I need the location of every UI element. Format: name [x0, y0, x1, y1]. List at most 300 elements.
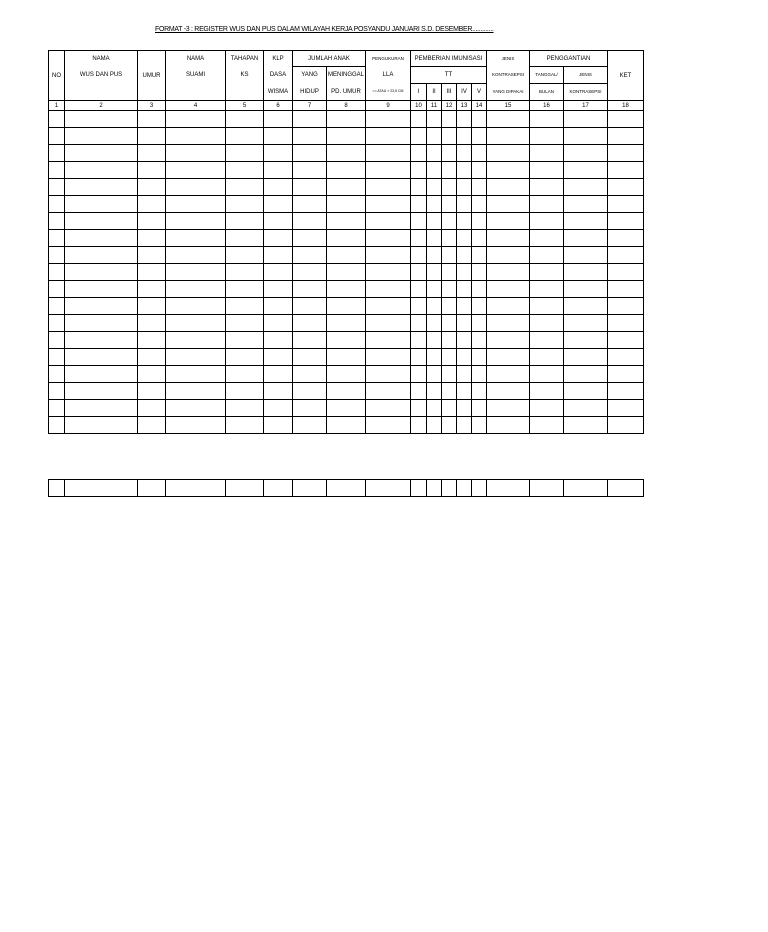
table-cell — [564, 247, 608, 264]
header-jumlah-anak: JUMLAH ANAK — [293, 51, 366, 67]
table-cell — [487, 128, 530, 145]
table-cell — [442, 417, 457, 434]
register-table — [48, 50, 644, 434]
table-cell — [487, 196, 530, 213]
table-cell — [442, 111, 457, 128]
table-cell — [49, 383, 65, 400]
table-cell — [457, 179, 472, 196]
table-cell — [427, 179, 442, 196]
table-cell — [442, 332, 457, 349]
table-cell — [65, 480, 138, 497]
column-number: 5 — [226, 101, 264, 111]
table-cell — [608, 264, 644, 281]
table-cell — [264, 247, 293, 264]
table-row — [49, 417, 644, 434]
table-cell — [226, 332, 264, 349]
table-cell — [530, 281, 564, 298]
column-number: 14 — [472, 101, 487, 111]
table-cell — [564, 196, 608, 213]
table-cell — [264, 179, 293, 196]
table-cell — [293, 417, 327, 434]
table-cell — [411, 264, 427, 281]
table-cell — [442, 383, 457, 400]
table-cell — [138, 400, 166, 417]
table-cell — [411, 400, 427, 417]
table-cell — [264, 281, 293, 298]
table-cell — [411, 128, 427, 145]
table-cell — [457, 315, 472, 332]
table-cell — [49, 128, 65, 145]
table-cell — [457, 128, 472, 145]
table-cell — [564, 366, 608, 383]
table-cell — [138, 349, 166, 366]
table-cell — [530, 162, 564, 179]
table-cell — [65, 128, 138, 145]
table-cell — [293, 247, 327, 264]
table-cell — [411, 315, 427, 332]
column-number: 2 — [65, 101, 138, 111]
column-number: 18 — [608, 101, 644, 111]
table-cell — [49, 247, 65, 264]
header-wisma: WISMA — [264, 84, 293, 101]
table-cell — [457, 417, 472, 434]
table-cell — [49, 111, 65, 128]
header-klp: KLP — [264, 51, 293, 67]
header-tt: TT — [411, 67, 487, 84]
header-suami-blank — [166, 84, 226, 101]
table-cell — [226, 417, 264, 434]
table-cell — [472, 480, 487, 497]
table-cell — [264, 400, 293, 417]
table-cell — [487, 145, 530, 162]
table-cell — [457, 349, 472, 366]
table-cell — [293, 281, 327, 298]
table-cell — [138, 315, 166, 332]
table-cell — [166, 145, 226, 162]
header-ks-blank — [226, 84, 264, 101]
table-cell — [427, 417, 442, 434]
table-cell — [411, 332, 427, 349]
table-cell — [442, 298, 457, 315]
table-cell — [442, 400, 457, 417]
table-cell — [366, 417, 411, 434]
table-cell — [564, 264, 608, 281]
table-cell — [411, 383, 427, 400]
table-cell — [293, 332, 327, 349]
table-cell — [327, 298, 366, 315]
table-cell — [564, 128, 608, 145]
table-cell — [65, 264, 138, 281]
table-cell — [49, 179, 65, 196]
header-tt-i: I — [411, 84, 427, 101]
table-cell — [427, 315, 442, 332]
table-cell — [411, 281, 427, 298]
table-cell — [608, 349, 644, 366]
table-cell — [427, 366, 442, 383]
table-cell — [327, 383, 366, 400]
header-tanggal: TANGGAL/ — [530, 67, 564, 84]
table-cell — [65, 349, 138, 366]
table-cell — [366, 480, 411, 497]
table-cell — [530, 400, 564, 417]
table-cell — [530, 332, 564, 349]
table-cell — [293, 162, 327, 179]
table-cell — [327, 145, 366, 162]
header-lla: LLA — [366, 67, 411, 84]
table-cell — [427, 383, 442, 400]
table-cell — [442, 366, 457, 383]
table-cell — [487, 281, 530, 298]
table-cell — [487, 383, 530, 400]
table-cell — [472, 349, 487, 366]
table-cell — [49, 264, 65, 281]
table-cell — [65, 417, 138, 434]
table-cell — [487, 315, 530, 332]
table-cell — [411, 417, 427, 434]
header-dasa: DASA — [264, 67, 293, 84]
table-cell — [226, 145, 264, 162]
table-cell — [457, 162, 472, 179]
header-yang: YANG — [293, 67, 327, 84]
table-cell — [166, 111, 226, 128]
table-cell — [427, 480, 442, 497]
table-row — [49, 281, 644, 298]
table-row — [49, 230, 644, 247]
table-cell — [366, 247, 411, 264]
table-cell — [427, 111, 442, 128]
table-cell — [472, 213, 487, 230]
table-cell — [564, 480, 608, 497]
table-cell — [457, 230, 472, 247]
header-ket: KET — [608, 51, 644, 101]
table-cell — [264, 230, 293, 247]
table-cell — [457, 480, 472, 497]
column-number: 8 — [327, 101, 366, 111]
table-cell — [411, 111, 427, 128]
table-cell — [293, 349, 327, 366]
table-cell — [49, 332, 65, 349]
table-cell — [442, 145, 457, 162]
table-cell — [472, 417, 487, 434]
header-yang-dipakai: YANG DIPAKAI — [487, 84, 530, 101]
table-cell — [411, 179, 427, 196]
header-nama-suami: NAMA — [166, 51, 226, 67]
table-cell — [293, 480, 327, 497]
table-cell — [366, 315, 411, 332]
table-cell — [49, 298, 65, 315]
table-row — [49, 247, 644, 264]
table-cell — [608, 247, 644, 264]
table-cell — [564, 162, 608, 179]
table-cell — [608, 162, 644, 179]
table-cell — [530, 179, 564, 196]
table-cell — [366, 179, 411, 196]
table-cell — [608, 332, 644, 349]
table-cell — [427, 196, 442, 213]
table-cell — [138, 128, 166, 145]
header-no: NO — [49, 51, 65, 101]
table-cell — [65, 383, 138, 400]
table-cell — [608, 145, 644, 162]
table-cell — [472, 332, 487, 349]
table-cell — [166, 264, 226, 281]
table-cell — [293, 213, 327, 230]
table-cell — [366, 213, 411, 230]
table-cell — [530, 315, 564, 332]
table-cell — [226, 162, 264, 179]
header-nama-blank — [65, 84, 138, 101]
table-cell — [366, 383, 411, 400]
table-row — [49, 179, 644, 196]
table-row — [49, 213, 644, 230]
table-cell — [427, 281, 442, 298]
table-cell — [442, 281, 457, 298]
table-cell — [166, 281, 226, 298]
table-row — [49, 162, 644, 179]
header-suami: SUAMI — [166, 67, 226, 84]
table-row — [49, 145, 644, 162]
table-cell — [226, 281, 264, 298]
table-cell — [564, 332, 608, 349]
table-cell — [427, 247, 442, 264]
table-cell — [327, 162, 366, 179]
header-tt-iii: III — [442, 84, 457, 101]
table-cell — [293, 383, 327, 400]
table-cell — [264, 417, 293, 434]
table-cell — [327, 230, 366, 247]
table-cell — [327, 281, 366, 298]
table-row — [49, 366, 644, 383]
table-cell — [530, 349, 564, 366]
table-cell — [457, 111, 472, 128]
table-cell — [264, 128, 293, 145]
table-cell — [293, 128, 327, 145]
header-umur: UMUR — [138, 51, 166, 101]
table-cell — [472, 281, 487, 298]
header-tt-ii: II — [427, 84, 442, 101]
header-pemberian: PEMBERIAN IMUNISASI — [411, 51, 487, 67]
column-number-row — [49, 101, 644, 111]
table-cell — [564, 400, 608, 417]
table-cell — [49, 366, 65, 383]
table-cell — [366, 349, 411, 366]
table-cell — [472, 162, 487, 179]
table-cell — [530, 247, 564, 264]
table-cell — [138, 332, 166, 349]
table-cell — [65, 298, 138, 315]
table-cell — [608, 230, 644, 247]
header-tt-v: V — [472, 84, 487, 101]
table-cell — [327, 315, 366, 332]
table-cell — [411, 298, 427, 315]
table-cell — [65, 196, 138, 213]
table-cell — [293, 230, 327, 247]
table-cell — [442, 315, 457, 332]
header-nama: NAMA — [65, 51, 138, 67]
table-cell — [564, 315, 608, 332]
table-cell — [264, 111, 293, 128]
table-cell — [608, 315, 644, 332]
table-cell — [264, 315, 293, 332]
table-cell — [293, 400, 327, 417]
table-cell — [442, 162, 457, 179]
table-cell — [49, 349, 65, 366]
table-cell — [608, 111, 644, 128]
table-cell — [166, 366, 226, 383]
table-cell — [487, 247, 530, 264]
table-cell — [487, 400, 530, 417]
table-cell — [487, 480, 530, 497]
table-cell — [472, 264, 487, 281]
table-cell — [138, 417, 166, 434]
table-cell — [457, 145, 472, 162]
table-cell — [608, 417, 644, 434]
table-cell — [65, 111, 138, 128]
table-cell — [264, 383, 293, 400]
table-cell — [472, 298, 487, 315]
column-number: 3 — [138, 101, 166, 111]
table-cell — [49, 230, 65, 247]
table-cell — [457, 264, 472, 281]
table-cell — [264, 213, 293, 230]
table-cell — [487, 417, 530, 434]
table-cell — [411, 349, 427, 366]
table-cell — [166, 179, 226, 196]
page-title: FORMAT -3 : REGISTER WUS DAN PUS DALAM WILAYAH KERJA POSYANDU JANUARI S.D. DESEMBER............. — [155, 26, 494, 33]
table-cell — [530, 383, 564, 400]
table-cell — [411, 196, 427, 213]
table-cell — [264, 145, 293, 162]
table-cell — [608, 366, 644, 383]
table-cell — [530, 480, 564, 497]
table-cell — [166, 480, 226, 497]
table-cell — [226, 383, 264, 400]
table-cell — [472, 315, 487, 332]
table-cell — [487, 264, 530, 281]
table-cell — [366, 111, 411, 128]
table-cell — [226, 264, 264, 281]
table-cell — [49, 213, 65, 230]
table-cell — [427, 213, 442, 230]
table-cell — [487, 230, 530, 247]
table-cell — [564, 349, 608, 366]
table-cell — [138, 281, 166, 298]
table-cell — [327, 196, 366, 213]
column-number: 11 — [427, 101, 442, 111]
table-row — [49, 298, 644, 315]
table-cell — [327, 264, 366, 281]
table-cell — [327, 179, 366, 196]
table-cell — [457, 298, 472, 315]
column-number: 13 — [457, 101, 472, 111]
table-cell — [166, 400, 226, 417]
table-cell — [166, 230, 226, 247]
table-cell — [366, 281, 411, 298]
table-cell — [327, 417, 366, 434]
table-cell — [427, 400, 442, 417]
header-kontrasepsi: KONTRASEPSI — [487, 67, 530, 84]
table-cell — [226, 128, 264, 145]
table-cell — [411, 145, 427, 162]
table-cell — [427, 162, 442, 179]
table-cell — [487, 332, 530, 349]
table-cell — [442, 264, 457, 281]
table-cell — [608, 196, 644, 213]
table-cell — [293, 298, 327, 315]
table-cell — [327, 213, 366, 230]
table-cell — [166, 196, 226, 213]
table-cell — [608, 281, 644, 298]
table-cell — [293, 196, 327, 213]
table-cell — [366, 145, 411, 162]
table-row — [49, 128, 644, 145]
table-cell — [366, 196, 411, 213]
table-cell — [427, 332, 442, 349]
table-cell — [530, 111, 564, 128]
table-cell — [472, 145, 487, 162]
table-cell — [472, 179, 487, 196]
table-cell — [366, 264, 411, 281]
table-cell — [427, 145, 442, 162]
table-cell — [138, 162, 166, 179]
header-tt-iv: IV — [457, 84, 472, 101]
column-number: 7 — [293, 101, 327, 111]
table-cell — [530, 264, 564, 281]
table-cell — [264, 162, 293, 179]
table-cell — [427, 298, 442, 315]
table-cell — [49, 145, 65, 162]
table-cell — [457, 383, 472, 400]
table-row — [49, 480, 644, 497]
table-cell — [65, 400, 138, 417]
table-row — [49, 400, 644, 417]
footer-table — [48, 479, 644, 497]
table-cell — [264, 332, 293, 349]
table-cell — [138, 145, 166, 162]
table-cell — [138, 179, 166, 196]
table-cell — [138, 213, 166, 230]
table-cell — [442, 349, 457, 366]
table-cell — [487, 298, 530, 315]
table-cell — [327, 366, 366, 383]
table-cell — [608, 400, 644, 417]
table-row — [49, 383, 644, 400]
table-cell — [564, 179, 608, 196]
table-cell — [327, 128, 366, 145]
table-cell — [138, 196, 166, 213]
table-cell — [457, 366, 472, 383]
table-cell — [487, 111, 530, 128]
table-cell — [472, 111, 487, 128]
table-cell — [166, 315, 226, 332]
table-cell — [442, 230, 457, 247]
table-cell — [427, 128, 442, 145]
table-cell — [65, 179, 138, 196]
table-cell — [411, 213, 427, 230]
table-cell — [327, 349, 366, 366]
table-cell — [564, 298, 608, 315]
header-lla-note: <= ATAU > 23,5 CM — [366, 84, 411, 101]
table-cell — [327, 247, 366, 264]
table-cell — [226, 349, 264, 366]
table-cell — [166, 349, 226, 366]
column-number: 15 — [487, 101, 530, 111]
table-cell — [138, 264, 166, 281]
table-cell — [226, 400, 264, 417]
table-cell — [457, 281, 472, 298]
table-cell — [65, 213, 138, 230]
table-cell — [530, 298, 564, 315]
